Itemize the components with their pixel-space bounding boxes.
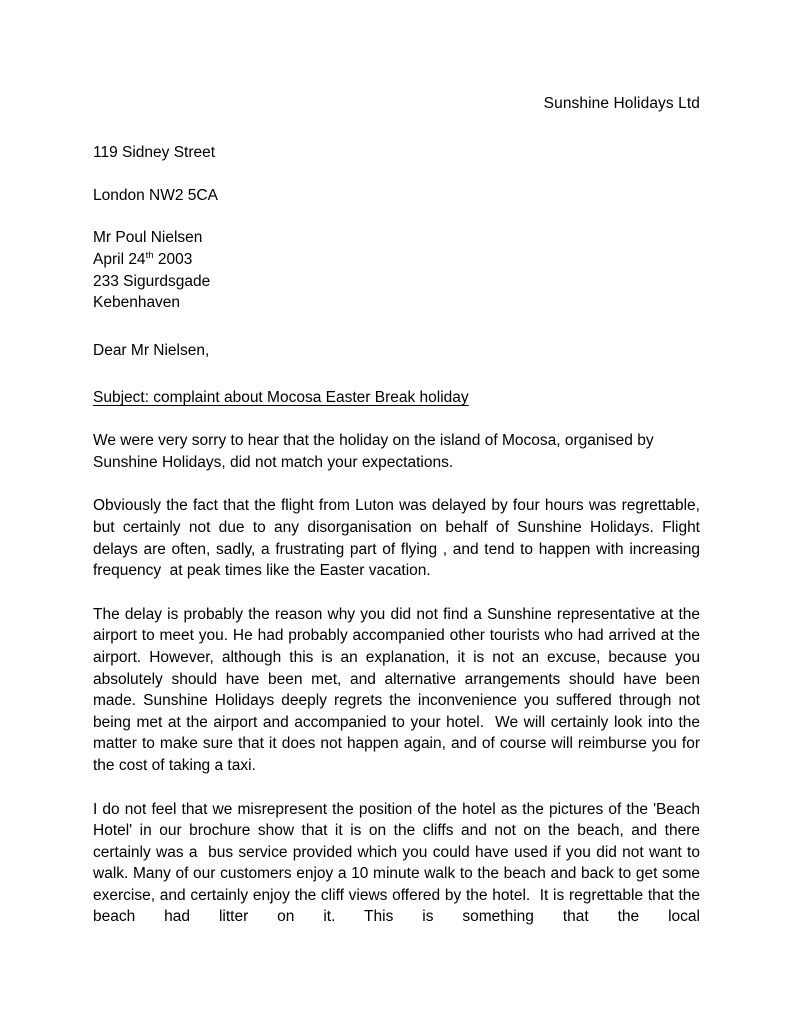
recipient-street: 233 Sigurdsgade [93, 272, 211, 290]
sender-address-block [93, 142, 700, 206]
company-letterhead: Sunshine Holidays Ltd [543, 95, 700, 112]
body-paragraph: I do not feel that we misrepresent the position of the hotel as the pictures of the 'Beach Hotel' in our brochure show that it is on the cliffs and not on the beach, and there certainly was a bus service provided which you could have used if you did not want to walk. Many of our customers enjoy a 10 minute walk to the beach and back to get some exercise, and certainly enjoy the cliff views offered by the hotel. It is regrettable that the beach had litter on it. This is something that the local [93, 800, 705, 926]
subject-line [93, 387, 700, 408]
salutation: Dear Mr Nielsen, [93, 342, 210, 360]
body-paragraph: The delay is probably the reason why you did not find a Sunshine representative at the airport to meet you. He had probably accompanied other tourists who had arrived at the airport. However, although this is an explanation, it is not an excuse, because you absolutely should have been met, and alternative arrangements should have been made. Sunshine Holidays deeply regrets the inconvenience you suffered through not being met at the airport and accompanied to your hotel. We will certainly look into the matter to make sure that it does not happen again, and of course will reimburse you for the cost of taking a taxi. [93, 605, 705, 774]
subject-line-text: Subject: complaint about Mocosa Easter Break holiday [93, 389, 469, 407]
letter-content [93, 0, 705, 928]
letter-date-year: 2003 [153, 250, 193, 268]
letter-date-day: April 24 [93, 250, 146, 268]
letter-date-ordinal-suffix: th [145, 249, 154, 261]
recipient-name: Mr Poul Nielsen [93, 229, 203, 246]
body-paragraph: Obviously the fact that the flight from Luton was delayed by four hours was regrettable, but certainly not due to any disorganisation on behalf of Sunshine Holidays. Flight delays are often, sadly, a frustrating part of flying , and tend to happen with increasing frequency at peak times like the Easter vacation. [93, 497, 705, 580]
body-paragraph: We were very sorry to hear that the holiday on the island of Mocosa, organised by Sunshine Holidays, did not match your expectations. [93, 432, 658, 471]
recipient-address-block [93, 227, 700, 314]
letter-date [93, 249, 700, 271]
sender-city-postcode: London NW2 5CA [93, 187, 218, 204]
recipient-city: Kebenhaven [93, 294, 181, 312]
sender-street: 119 Sidney Street [93, 144, 216, 161]
